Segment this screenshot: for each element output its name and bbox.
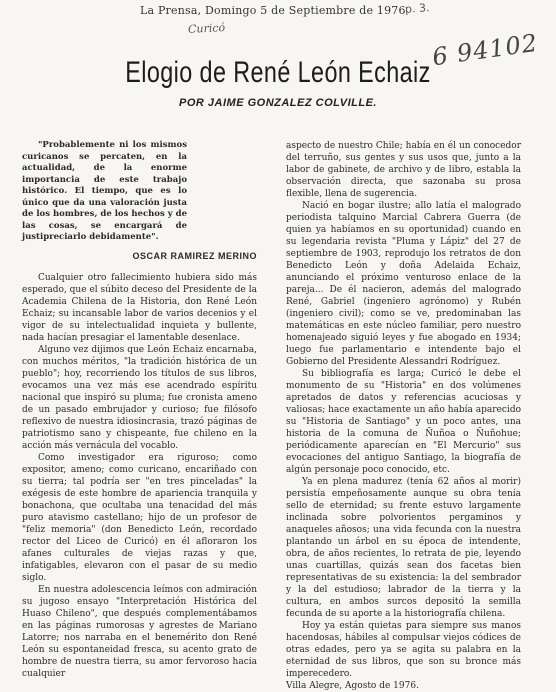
- paragraph: Alguno vez dijimos que León Echaiz encarnaba, con muchos méritos, "la tradición histórica de un pueblo"; hoy, recorriendo los títulos de sus libros, evocamos una vez más ese acendrado espíritu nacional que inspiró su pluma; fue cronista ameno de un pasado embrujador y curioso; fue filósofo reflexivo de nuestra idiosincrasia, trazó páginas de patriotismo sano y chispeante, fue chileno en la acción más vernácula del vocablo.: [22, 344, 257, 451]
- paragraph: Cualquier otro fallecimiento hubiera sido más esperado, que el súbito deceso del Presidente de la Academia Chilena de la Historia, don René León Echaiz; su incansable labor de varios decenios y el vigor de su intelectualidad inquieta y bullente, nada hacían presagiar el lamentable desenlace.: [22, 272, 257, 343]
- paragraph: Nació en bogar ilustre; allo latía el malogrado periodista talquino Marcial Cabrera Guerra (de quien ya habíamos en su oportunidad) cuando en su legendaria revista "Pluma y Lápiz" del 27 de septiembre de 1903, reprodujo los retratos de don Benedicto León y doña Adelaida Echaiz, anunciando el próximo venturoso enlace de la pareja... De él nacieron, además del malogrado René, Gabriel (ingeniero agrónomo) y Rubén (ingeniero civil); como se ve, predominaban las matemáticas en este núcleo familiar, pero nuestro homenajeado siguió leyes y fue abogado en 1934; luego fue parlamentario e intendente bajo el Gobierno del Presidente Alessandri Rodríguez.: [286, 201, 521, 367]
- paragraph: En nuestra adolescencia leímos con admiración su jugoso ensayo "Interpretación Histórica del Huaso Chileno", que después complementábamos en las páginas rumorosas y agrestes de Mariano Latorre; nos narraba en el benemérito don René León su espontaneidad fresca, su acento grato de hombre de nuestra tierra, su amor fervoroso hacia cualquier: [22, 584, 257, 679]
- handwritten-page-note: p. 3.: [404, 1, 430, 16]
- paragraph: Su bibliografía es larga; Curicó le debe el monumento de su "Historia" en dos volúmenes apretados de datos y referencias acuciosas y valiosas; hace exactamente un año había aparecido su "Historia de Santiago" y un poco antes, una historia de la comuna de Ñuñoa o Ñuñohue; periódicamente aparecían en "El Mercurio" sus evocaciones del antiguo Santiago, la biografía de algún personaje poco conocido, etc.: [286, 369, 521, 475]
- paragraph: Hoy ya están quietas para siempre sus manos hacendosas, hábiles al compulsar viejos códices de otras edades, pero ya se agita su palabra en la eternidad de sus libros, que son su bronce más imperecedero.: [286, 621, 521, 679]
- epigraph-author: OSCAR RAMIREZ MERINO: [132, 250, 257, 261]
- article-byline: POR JAIME GONZALEZ COLVILLE.: [179, 97, 377, 109]
- left-column: [22, 140, 257, 680]
- handwritten-catalog-number: 6 94102: [430, 28, 540, 72]
- article-title: Elogio de René León Echaiz: [125, 56, 431, 89]
- handwritten-place-note: Curicó: [187, 21, 226, 36]
- paragraph: Ya en plena madurez (tenía 62 años al morir) persistía empeñosamente aunque su obra tenía sello de eternidad; su frente estuvo largamente inclinada sobre polvorientos pergaminos y anaqueles añosos; una vida fecunda con la nuestra plantando un árbol en su época de intendente, obra, de años recientes, lo retrata de pie, leyendo unas cuartillas, quizás sean dos facetas bien representativas de su existencia: la del sembrador y la del estudioso; labrador de la tierra y la cultura, en ambos surcos depositó la semilla fecunda de su aporte a la historiografía chilena.: [286, 477, 521, 619]
- paragraph: Como investigador era riguroso; como expositor, ameno; como curicano, encariñado con su tierra; tal podría ser "en tres pinceladas" la exégesis de este hombre de apariencia tranquila y bonachona, que ocultaba una tenacidad del más puro atavismo castellano; hijo de un profesor de "feliz memoria" (don Benedicto León, recordado rector del Liceo de Curicó) en él afloraron los afanes culturales de viejas razas y que, infatigables, elevaron con el pasar de su medio siglo.: [22, 452, 257, 583]
- paragraph: aspecto de nuestro Chile; había en él un conocedor del terruño, sus gentes y sus usos que, junto a la labor de gabinete, de archivo y de libro, establa la observación directa, que sazonaba su prosa flexible, llena de sugerencia.: [286, 141, 521, 199]
- epigraph-quote: "Probablemente ni los mismos curicanos se percaten, en la actualidad, de la enorme importancia de este trabajo histórico. El tiempo, que es lo único que da una valoración justa de los hombres, de los hechos y de las cosas, se encargará de justipreciarlo debidamente".: [22, 140, 187, 242]
- dateline-signoff: Villa Alegre, Agosto de 1976.: [286, 681, 419, 691]
- newspaper-source-line: La Prensa, Domingo 5 de Septiembre de 1976: [140, 4, 406, 17]
- right-column: [286, 140, 521, 692]
